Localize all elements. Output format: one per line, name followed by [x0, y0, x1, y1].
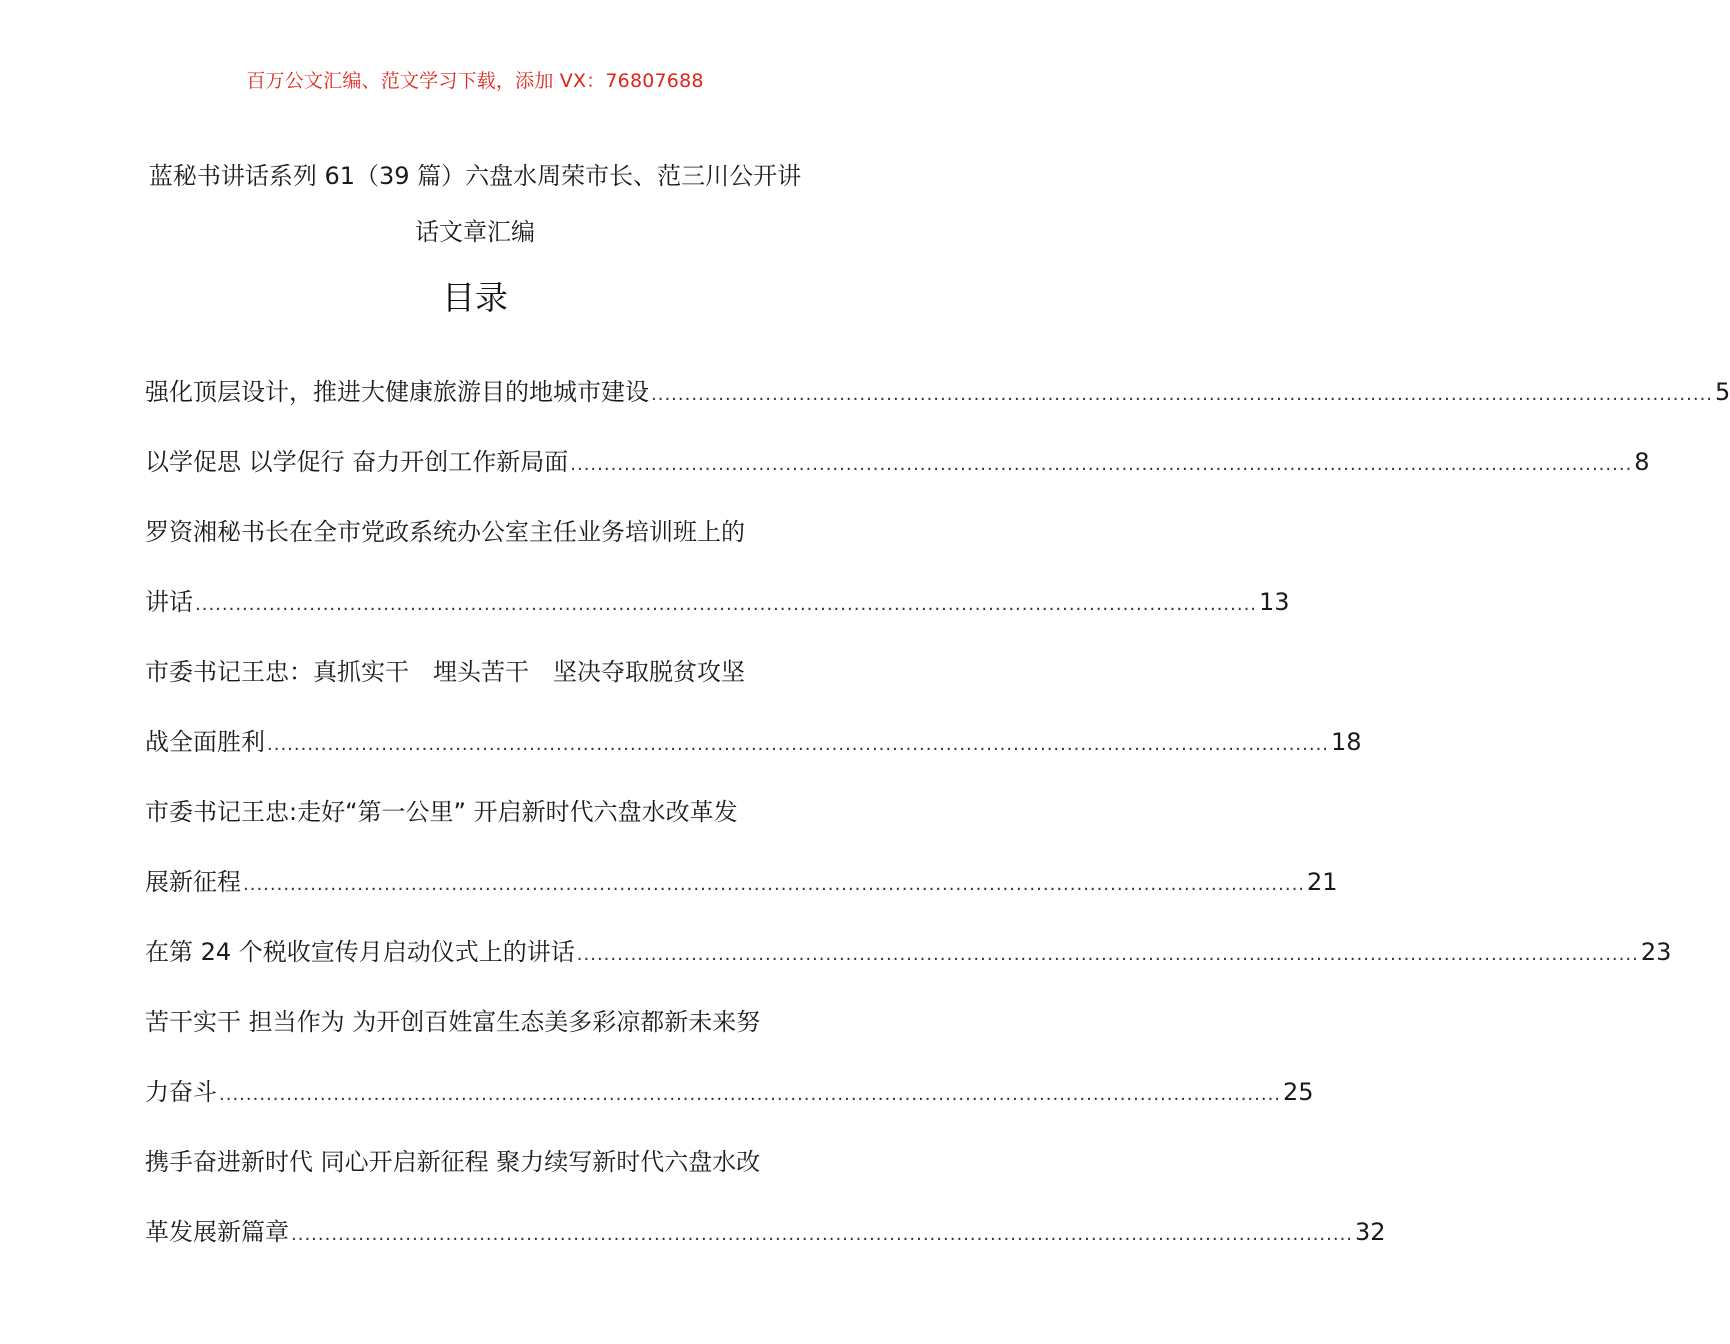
- toc-leader-dots: ..............................................................................................................................................................: [195, 594, 1258, 615]
- toc-leader-dots: ..............................................................................................................................................................: [291, 1224, 1354, 1245]
- toc-page-number: 25: [1283, 1078, 1314, 1106]
- toc-leader-dots: ..............................................................................................................................................................: [570, 454, 1633, 475]
- toc-entry[interactable]: [145, 504, 1290, 630]
- toc-entry-title-continued: 力奋斗: [145, 1078, 217, 1106]
- toc-page-number: 5: [1715, 378, 1730, 406]
- toc-page-number: 13: [1259, 588, 1290, 616]
- table-of-contents: [145, 364, 1730, 1260]
- toc-entry-title: 市委书记王忠:走好“第一公里” 开启新时代六盘水改革发: [145, 798, 738, 826]
- toc-page-number: 23: [1640, 938, 1672, 966]
- toc-page-number: 32: [1355, 1218, 1386, 1246]
- toc-leader-dots: ..............................................................................................................................................................: [651, 384, 1714, 405]
- toc-entry-title: 市委书记王忠：真抓实干 埋头苦干 坚决夺取脱贫攻坚: [145, 658, 745, 686]
- toc-entry[interactable]: [145, 924, 1672, 980]
- toc-entry-title: 以学促思 以学促行 奋力开创工作新局面: [145, 448, 569, 476]
- toc-entry-title-continued: 革发展新篇章: [145, 1218, 289, 1246]
- toc-page-number: 21: [1307, 868, 1338, 896]
- toc-entry[interactable]: [145, 784, 1338, 910]
- toc-entry[interactable]: [145, 1134, 1386, 1260]
- promo-banner[interactable]: 百万公文汇编、范文学习下载，添加 VX：76807688: [246, 70, 704, 92]
- toc-entry-title: 在第 24 个税收宣传月启动仪式上的讲话: [145, 938, 575, 966]
- toc-entry-title-continued: 战全面胜利: [145, 728, 265, 756]
- toc-heading: 目录: [442, 278, 508, 317]
- toc-entry[interactable]: [145, 364, 1730, 420]
- toc-entry-title: 强化顶层设计，推进大健康旅游目的地城市建设: [145, 378, 649, 406]
- toc-entry-title-continued: 讲话: [145, 588, 193, 616]
- toc-leader-dots: ..............................................................................................................................................................: [243, 874, 1306, 895]
- toc-leader-dots: ..............................................................................................................................................................: [576, 944, 1639, 965]
- toc-entry[interactable]: [145, 644, 1362, 770]
- toc-page-number: 8: [1634, 448, 1650, 476]
- toc-entry-title: 罗资湘秘书长在全市党政系统办公室主任业务培训班上的: [145, 518, 745, 546]
- toc-entry-title-continued: 展新征程: [145, 868, 241, 896]
- toc-leader-dots: ..............................................................................................................................................................: [267, 734, 1330, 755]
- toc-entry[interactable]: [145, 994, 1314, 1120]
- toc-leader-dots: ..............................................................................................................................................................: [219, 1084, 1282, 1105]
- document-title: 蓝秘书讲话系列 61（39 篇）六盘水周荣市长、范三川公开讲话文章汇编: [148, 162, 802, 246]
- toc-entry-title: 苦干实干 担当作为 为开创百姓富生态美多彩凉都新未来努: [145, 1008, 761, 1036]
- toc-page-number: 18: [1331, 728, 1362, 756]
- toc-entry[interactable]: [145, 434, 1650, 490]
- toc-entry-title: 携手奋进新时代 同心开启新征程 聚力续写新时代六盘水改: [145, 1148, 761, 1176]
